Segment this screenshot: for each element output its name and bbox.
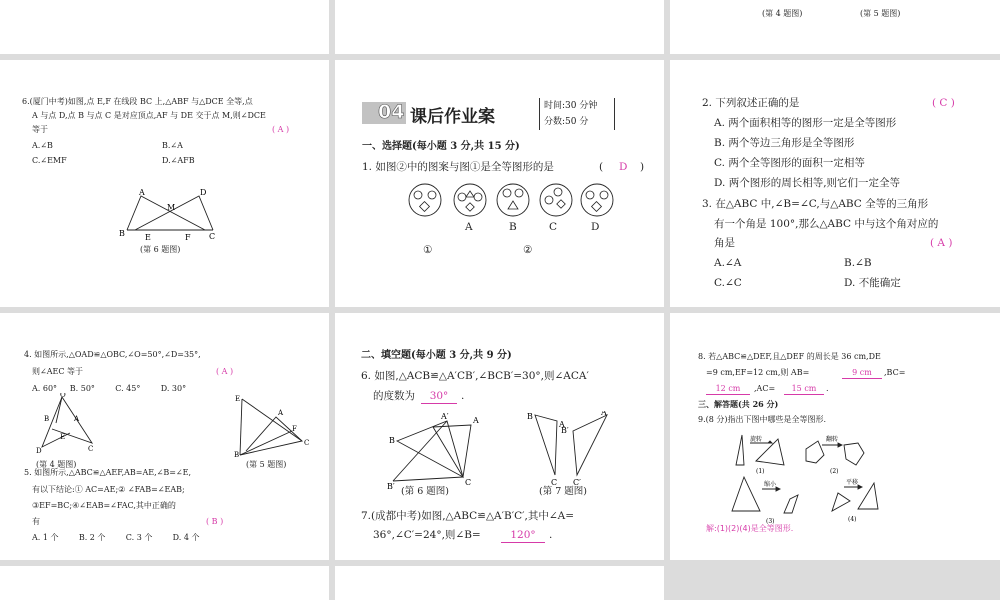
q6-caption: (第 6 题图)	[140, 245, 181, 254]
svg-text:F: F	[292, 425, 297, 433]
svg-text:B: B	[234, 451, 240, 459]
q1-choice-c-figure	[538, 182, 574, 218]
q3-option-d: D. 不能确定	[844, 277, 901, 289]
q6-option-c: C.∠EMF	[32, 156, 67, 165]
section3-title: 三、解答题(共 26 分)	[698, 399, 779, 409]
svg-text:B: B	[389, 436, 395, 445]
q8-line3-post: .	[826, 384, 829, 393]
q9-text: 9.(8 分)指出下图中哪些是全等图形.	[698, 415, 827, 424]
q6-answer: ( A )	[272, 125, 290, 134]
header-meta-box	[539, 98, 615, 130]
q6-option-d: D.∠AFB	[162, 156, 195, 165]
svg-text:C′: C′	[573, 478, 581, 487]
q1-choice-a-label: A	[465, 221, 473, 233]
label-fig1: (1)	[756, 468, 765, 475]
q5-line1: 5. 如图所示,△ABC≌△AEF,AB=AE,∠B=∠E,	[24, 468, 192, 477]
panel-next-left	[0, 566, 329, 600]
panel-homework-header	[335, 60, 664, 307]
svg-text:B′: B′	[561, 426, 569, 435]
q7-line2-pre: 36°,∠C′=24°,则∠B=	[373, 529, 481, 541]
q9-solution: 解:(1)(2)(4)是全等图形.	[706, 524, 794, 533]
q3-option-b: B.∠B	[844, 257, 872, 269]
q8-line2-post: ,BC=	[884, 368, 906, 377]
caption-q4-top: (第 4 题图)	[762, 9, 803, 18]
q6b-caption: (第 6 题图)	[401, 486, 449, 497]
header-score: 分数:50 分	[544, 117, 589, 127]
label-fig2: (2)	[830, 468, 839, 475]
svg-text:A′: A′	[441, 412, 449, 421]
q1-text: 1. 如图②中的图案与图①是全等图形的是	[362, 161, 554, 173]
q6-label-f: F	[185, 233, 191, 242]
svg-text:C: C	[465, 478, 472, 487]
header-time: 时间:30 分钟	[544, 101, 598, 111]
svg-text:A: A	[473, 416, 479, 425]
panel-top-middle	[335, 0, 664, 54]
q6-option-b: B.∠A	[162, 141, 183, 150]
svg-text:B′: B′	[387, 482, 395, 489]
q3-answer: ( A )	[930, 237, 953, 249]
q6-label-m: M	[167, 203, 176, 212]
q1-choice-d-figure	[579, 182, 615, 218]
q2-answer: ( C )	[932, 97, 955, 109]
q2-option-d: D. 两个图形的周长相等,则它们一定全等	[714, 177, 901, 189]
panel-q8-q9	[670, 313, 1000, 560]
q2-option-a: A. 两个面积相等的图形一定是全等图形	[714, 117, 897, 129]
header-number: 04	[378, 101, 405, 123]
q5-figure	[232, 393, 316, 459]
q7-line2-post: .	[549, 529, 553, 541]
panel-q2-q3	[670, 60, 1000, 307]
header-title: 课后作业案	[410, 107, 495, 127]
label-rotate: 旋转	[750, 436, 763, 443]
q1-choice-d-label: D	[591, 221, 600, 233]
section2-title: 二、填空题(每小题 3 分,共 9 分)	[361, 350, 512, 361]
q6-line3: 等于	[32, 125, 48, 134]
svg-text:C: C	[551, 478, 558, 487]
caption-q5-top: (第 5 题图)	[860, 9, 901, 18]
q6b-line1: 6. 如图,△ACB≌△A′CB′,∠BCB′=30°,则∠ACA′	[361, 370, 589, 382]
q5-figure-caption: (第 5 题图)	[246, 460, 287, 469]
q4-line2: 则∠AEC 等于	[32, 367, 83, 376]
svg-text:A: A	[74, 415, 80, 423]
q9-figure	[726, 431, 916, 527]
q1-choice-c-label: C	[549, 221, 558, 233]
label-translate: 平移	[846, 479, 859, 486]
panel-top-left	[0, 0, 329, 54]
label-shrink: 缩小	[764, 481, 777, 488]
q4-figure	[30, 393, 100, 457]
q6b-line2-post: .	[461, 390, 465, 402]
q5-line2: 有以下结论:① AC=AE;② ∠FAB=∠EAB;	[32, 485, 185, 494]
q4-line1: 4. 如图所示,△OAD≌△OBC,∠O=50°,∠D=35°,	[24, 350, 201, 359]
q6-option-a: A.∠B	[32, 141, 53, 150]
q1-answer-close: )	[640, 161, 645, 173]
svg-text:A: A	[559, 420, 565, 429]
q3-line2: 有一个角是 100°,那么△ABC 中与这个角对应的	[714, 218, 939, 230]
q6-line2: A 与点 D,点 B 与点 C 是对应顶点,AF 与 DE 交于点 M,则∠DCE	[32, 111, 266, 120]
svg-text:C: C	[88, 445, 94, 453]
q5-answer: ( B )	[206, 517, 224, 526]
svg-text:B: B	[44, 415, 50, 423]
q5-options: A. 1 个 B. 2 个 C. 3 个 D. 4 个	[32, 533, 200, 542]
q7-figure	[525, 411, 621, 489]
q8-answer-ac: 15 cm	[784, 383, 824, 395]
q6-label-d: D	[200, 188, 207, 197]
q6-line1: 6.(厦门中考)如图,点 E,F 在线段 BC 上,△ABF 与△DCE 全等,点	[22, 97, 253, 106]
label-fig3: (3)	[766, 518, 775, 525]
q6b-answer: 30°	[421, 389, 457, 404]
q2-option-c: C. 两个全等图形的面积一定相等	[714, 157, 865, 169]
q7-line1: 7.(成都中考)如图,△ABC≌△A′B′C′,其中∠A=	[361, 510, 575, 522]
q3-line1: 3. 在△ABC 中,∠B=∠C,与△ABC 全等的三角形	[702, 198, 929, 210]
q4-answer: ( A )	[216, 367, 234, 376]
panel-q4-q5	[0, 313, 329, 560]
q8-line3-mid: ,AC=	[754, 384, 776, 393]
q6-label-e: E	[145, 233, 151, 242]
section1-title: 一、选择题(每小题 3 分,共 15 分)	[362, 141, 520, 152]
svg-text:D: D	[36, 447, 42, 455]
section-header	[362, 100, 546, 126]
svg-text:A′: A′	[601, 411, 609, 417]
svg-text:A: A	[278, 409, 284, 417]
q1-choice-b-figure	[495, 182, 531, 218]
q5-line3: ③EF=BC;④∠EAB=∠FAC,其中正确的	[32, 501, 176, 510]
panel-top-right	[670, 0, 1000, 54]
figure-1-marker: ①	[423, 244, 433, 256]
svg-text:O: O	[60, 393, 66, 399]
q6b-line2-pre: 的度数为	[373, 390, 415, 402]
q1-choice-b-label: B	[509, 221, 517, 233]
q3-option-c: C.∠C	[714, 277, 742, 289]
panel-next-middle	[335, 566, 664, 600]
q6-label-c: C	[209, 232, 216, 241]
q6b-figure	[385, 411, 481, 489]
q6-label-a: A	[139, 188, 145, 197]
q8-line1: 8. 若△ABC≌△DEF,且△DEF 的周长是 36 cm,DE	[698, 352, 881, 361]
q8-answer-ab: 9 cm	[842, 367, 882, 379]
label-flip: 翻转	[826, 436, 839, 443]
q2-option-b: B. 两个等边三角形是全等图形	[714, 137, 855, 149]
q7-caption: (第 7 题图)	[539, 486, 587, 497]
q2-text: 2. 下列叙述正确的是	[702, 97, 800, 109]
label-fig4: (4)	[848, 516, 857, 523]
q3-option-a: A.∠A	[714, 257, 742, 269]
q4-caption: (第 4 题图)	[36, 460, 77, 469]
q7-answer: 120°	[501, 528, 545, 543]
panel-fill-in	[335, 313, 664, 560]
svg-text:C: C	[304, 439, 310, 447]
q1-answer: D	[619, 161, 628, 173]
figure-2-marker: ②	[523, 244, 533, 256]
svg-text:B: B	[527, 412, 533, 421]
q1-answer-open: (	[599, 161, 604, 173]
q1-pattern-figure-1	[407, 182, 443, 218]
q4-options: A. 60° B. 50° C. 45° D. 30°	[32, 384, 187, 393]
q1-choice-a-figure	[452, 182, 488, 218]
q8-answer-bc: 12 cm	[706, 383, 750, 395]
q3-line3: 角是	[714, 237, 735, 249]
q6-label-b: B	[119, 229, 125, 238]
q8-line2-pre: =9 cm,EF=12 cm,则 AB=	[706, 368, 810, 377]
panel-q6-xiamen	[0, 60, 329, 307]
svg-text:E: E	[60, 433, 66, 441]
q5-line4: 有	[32, 517, 40, 526]
q6-figure	[115, 188, 225, 243]
svg-text:E: E	[235, 395, 241, 403]
